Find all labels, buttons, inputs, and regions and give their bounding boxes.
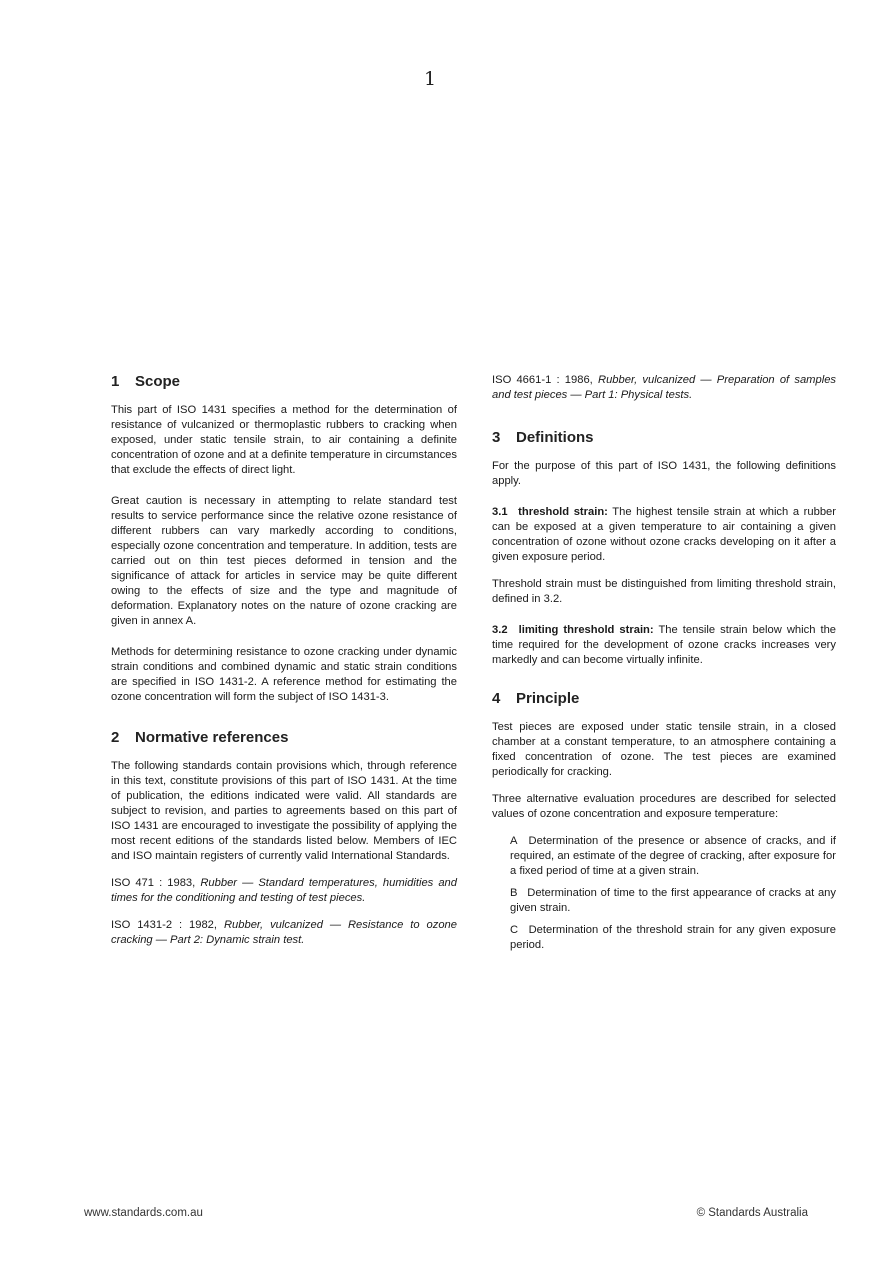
principle-number: 4 xyxy=(492,690,501,707)
definition-note: Threshold strain must be distinguished from limiting threshold strain, defined in 3.2. xyxy=(492,578,836,605)
footer-copyright: © Standards Australia xyxy=(696,1207,808,1219)
definitions-heading xyxy=(492,429,836,446)
procedure-option xyxy=(510,923,836,953)
procedure-letter: A xyxy=(510,835,518,847)
procedure-option xyxy=(510,886,836,916)
left-column xyxy=(111,373,457,970)
section-scope xyxy=(111,373,457,705)
definition-term: threshold strain: xyxy=(518,506,608,518)
reference-item xyxy=(111,876,457,906)
principle-paragraph: Three alternative evaluation procedures are described for selected values of ozone concentration and exposure temperature: xyxy=(492,793,836,820)
definition-text: The tensile strain below which the time required for the development of ozone cracks increases very markedly and can become virtually infinite. xyxy=(492,624,837,666)
reference-code: ISO 4661-1 : 1986, xyxy=(492,374,593,386)
section-normative-references xyxy=(111,729,457,948)
principle-heading xyxy=(492,690,836,707)
page-number: 1 xyxy=(423,68,437,90)
definitions-number: 3 xyxy=(492,429,501,446)
procedure-letter: C xyxy=(510,924,519,936)
normative-number: 2 xyxy=(111,729,120,746)
normative-title: Normative references xyxy=(135,729,289,746)
procedure-text: Determination of the threshold strain for any given exposure period. xyxy=(510,924,837,951)
right-column xyxy=(492,373,836,975)
reference-title: Rubber, vulcanized — Preparation of samples and test pieces — Part 1: Physical tests. xyxy=(492,374,837,401)
definitions-title: Definitions xyxy=(516,429,594,446)
reference-title: Rubber — Standard temperatures, humidities and times for the conditioning and testing of test pieces. xyxy=(111,877,457,904)
reference-item xyxy=(111,918,457,948)
definition-term: limiting threshold strain: xyxy=(518,624,654,636)
section-principle xyxy=(492,690,836,953)
procedure-option xyxy=(510,834,836,879)
scope-paragraph: This part of ISO 1431 specifies a method for the determination of resistance of vulcanized or thermoplastic rubbers to cracking when exposed, under static tensile strain, to air containing a definite concentration of ozone and at a definite temperature in circumstances that exclude the effects of direct light. xyxy=(111,404,457,476)
principle-paragraph: Test pieces are exposed under static tensile strain, in a closed chamber at a constant temperature, to an atmosphere containing a fixed concentration of ozone. The test pieces are examined periodically for cracking. xyxy=(492,721,836,778)
definitions-intro: For the purpose of this part of ISO 1431, the following definitions apply. xyxy=(492,460,836,487)
scope-paragraph: Methods for determining resistance to ozone cracking under dynamic strain conditions and combined dynamic and static strain conditions are specified in ISO 1431-2. A reference method for estimating the ozone concentration will form the subject of ISO 1431-3. xyxy=(111,646,457,703)
normative-intro: The following standards contain provisions which, through reference in this text, constitute provisions of this part of ISO 1431. At the time of publication, the editions indicated were valid. All standards are subject to revision, and parties to agreements based on this part of ISO 1431 are encouraged to investigate the possibility of applying the most recent editions of the standards listed below. Members of IEC and ISO maintain registers of currently valid International Standards. xyxy=(111,760,457,862)
reference-title: Rubber, vulcanized — Resistance to ozone cracking — Part 2: Dynamic strain test. xyxy=(111,919,457,946)
footer-website: www.standards.com.au xyxy=(84,1207,203,1219)
scope-title: Scope xyxy=(135,373,181,390)
reference-code: ISO 1431-2 : 1982, xyxy=(111,919,218,931)
procedure-letter: B xyxy=(510,887,518,899)
scope-paragraph: Great caution is necessary in attempting to relate standard test results to service performance since the relative ozone resistance of different rubbers can vary markedly according to conditions, especially ozone concentration and temperature. In addition, tests are carried out on thin test pieces deformed in tension and the significance of attack for articles in service may be quite different owing to the effects of size and the type and magnitude of deformation. Explanatory notes on the nature of ozone cracking are given in annex A. xyxy=(111,495,457,627)
reference-code: ISO 471 : 1983, xyxy=(111,877,196,889)
procedure-text: Determination of time to the first appearance of cracks at any given strain. xyxy=(510,887,836,914)
principle-title: Principle xyxy=(516,690,580,707)
scope-number: 1 xyxy=(111,373,120,390)
definition-item xyxy=(492,623,836,668)
reference-item xyxy=(492,373,836,403)
definition-text: The highest tensile strain at which a rubber can be exposed at a given temperature to air containing a given concentration of ozone without ozone cracks developing on it after a given exposure period. xyxy=(492,506,836,563)
definition-number: 3.1 xyxy=(492,506,508,518)
scope-heading xyxy=(111,373,457,390)
definition-item xyxy=(492,505,836,565)
procedure-text: Determination of the presence or absence of cracks, and if required, an estimate of the degree of cracking, after exposure for a fixed period of time at a given strain. xyxy=(510,835,836,877)
normative-heading xyxy=(111,729,457,746)
section-definitions xyxy=(492,429,836,668)
definition-number: 3.2 xyxy=(492,624,508,636)
